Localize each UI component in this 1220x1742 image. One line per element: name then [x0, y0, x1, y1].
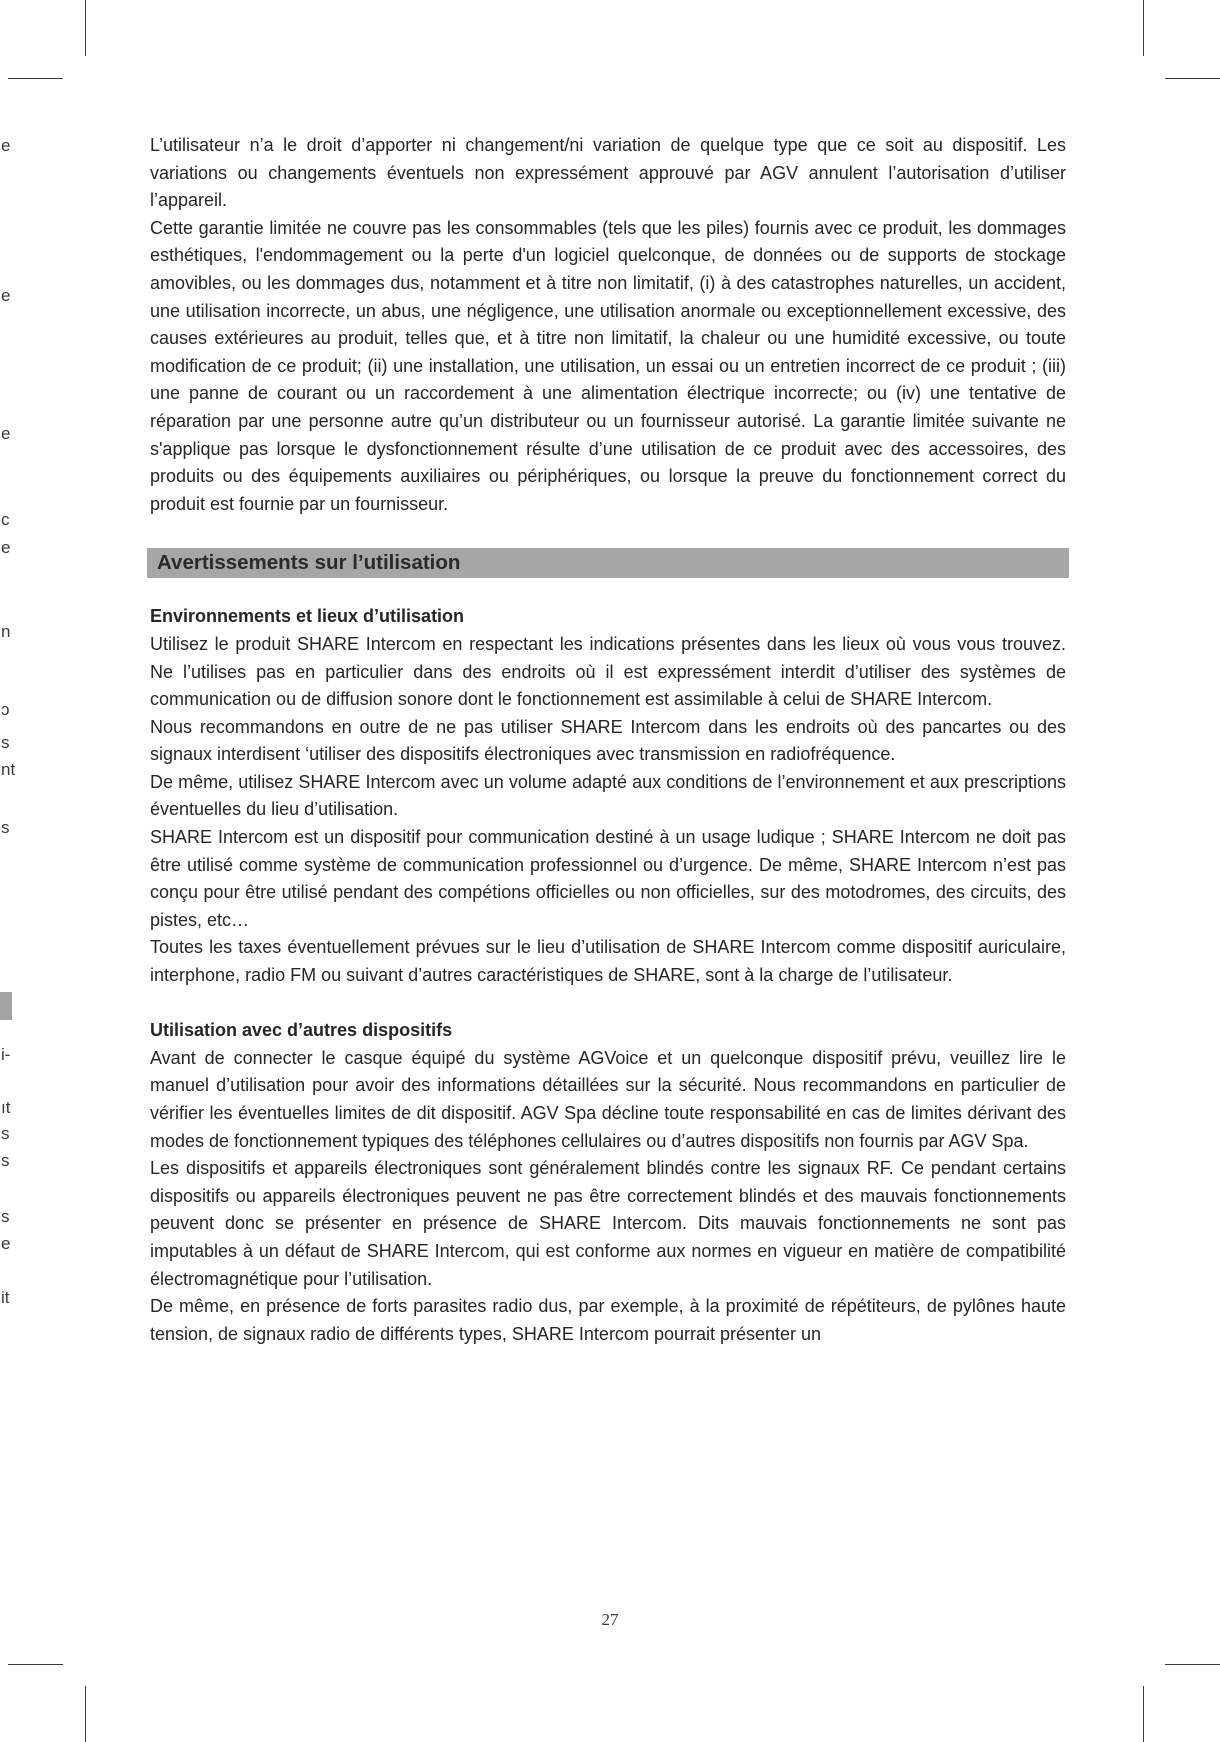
bleed-letter: e	[1, 538, 11, 557]
crop-mark-top-right-horizontal	[1165, 78, 1220, 79]
section-title: Avertissements sur l’utilisation	[157, 551, 461, 575]
bleed-letter: e	[1, 1234, 11, 1253]
subsection-paragraph: Avant de connecter le casque équipé du système AGVoice et un quelconque dispositif prévu, veuillez lire le manuel d’utilisation pour avoir des informations détaillées sur la sécurité. Nous recommandons en particulier de vérifier les éventuelles limites de dit dispositif. AGV Spa décline toute responsabilité en cas de limites dérivant des modes de fonctionnement typiques des téléphones cellulaires ou d’autres dispositifs non fournis par AGV Spa.	[150, 1047, 1066, 1151]
bleed-letter: it	[1, 1288, 10, 1307]
subsection-paragraph: Nous recommandons en outre de ne pas utiliser SHARE Intercom dans les endroits où des pancartes ou des signaux interdisent ‘utiliser des dispositifs électroniques avec transmission en radiofréquence.	[150, 716, 1066, 765]
crop-mark-bottom-left-horizontal	[8, 1664, 63, 1665]
bleed-letter: s	[1, 818, 10, 837]
page-content	[150, 132, 1066, 1348]
section-heading-bar	[147, 548, 1069, 578]
crop-mark-bottom-right-vertical	[1143, 1686, 1144, 1742]
subsection-paragraph: Utilisez le produit SHARE Intercom en respectant les indications présentes dans les lieux où vous vous trouvez. Ne l’utilises pas en particulier dans des endroits où il est expressément interdit d’utiliser des systèmes de communication ou de diffusion sonore dont le fonctionnement est assimilable à celui de SHARE Intercom.	[150, 633, 1066, 710]
bleed-letter: c	[1, 510, 10, 529]
bleed-letter: s	[1, 1151, 10, 1170]
crop-mark-bottom-left-vertical	[85, 1686, 86, 1742]
warranty-paragraph: Cette garantie limitée ne couvre pas les consommables (tels que les piles) fournis avec ce produit, les dommages esthétiques, l'endommagement ou la perte d'un logiciel quelconque, de données ou de supports de stockage amovibles, ou les dommages dus, notamment et à titre non limitatif, (i) à des catastrophes naturelles, un accident, une utilisation incorrecte, un abus, une négligence, une utilisation anormale ou exceptionnellement excessive, des causes extérieures au produit, telles que, et à titre non limitatif, la chaleur ou une humidité excessive, ou toute modification de ce produit; (ii) une installation, une utilisation, un essai ou un entretien incorrect de ce produit ; (iii) une panne de courant ou un raccordement à une alimentation électrique incorrecte; ou (iv) une tentative de réparation par une personne autre qu’un distributeur ou un fournisseur autorisé. La garantie limitée suivante ne s'applique pas lorsque le dysfonctionnement résulte d’une utilisation de ce produit avec des accessoires, des produits ou des équipements auxiliaires ou périphériques, ou lorsque la preuve du fonctionnement correct du produit est fournie par un fournisseur.	[150, 217, 1066, 514]
adjacent-page-bleed	[0, 0, 14, 1742]
bleed-letter: s	[1, 1124, 10, 1143]
subsection-paragraph: De même, en présence de forts parasites radio dus, par exemple, à la proximité de répétiteurs, de pylônes haute tension, de signaux radio de différents types, SHARE Intercom pourrait présenter un	[150, 1296, 1066, 1344]
page-number: 27	[601, 1610, 619, 1629]
intro-paragraph: L’utilisateur n’a le droit d’apporter ni changement/ni variation de quelque type que ce soit au dispositif. Les variations ou changements éventuels non expressément approuvé par AGV annulent l’autorisation d’utiliser l’appareil.	[150, 135, 1066, 211]
subsection-paragraph: De même, utilisez SHARE Intercom avec un volume adapté aux conditions de l’environnement et aux prescriptions éventuelles du lieu d’utilisation.	[150, 771, 1066, 820]
bleed-letter: i-	[1, 1045, 11, 1064]
crop-mark-top-left-vertical	[85, 0, 86, 56]
bleed-letter: ɔ	[1, 700, 10, 719]
subsection-paragraph: Les dispositifs et appareils électroniques sont généralement blindés contre les signaux RF. Ce pendant certains dispositifs ou appareils électroniques peuvent ne pas être correctement blindés et des mauvais fonctionnements peuvent donc se présenter en présence de SHARE Intercom. Dits mauvais fonctionnements ne sont pas imputables à un défaut de SHARE Intercom, qui est conforme aux normes en vigueur en matière de compatibilité électromagnétique pour l’utilisation.	[150, 1158, 1066, 1289]
subsection-heading: Environnements et lieux d’utilisation	[150, 606, 465, 627]
subsection-paragraph: Toutes les taxes éventuellement prévues sur le lieu d’utilisation de SHARE Intercom comme dispositif auriculaire, interphone, radio FM ou suivant d’autres caractéristiques de SHARE, sont à la charge de l’utilisateur.	[150, 937, 1066, 986]
bleed-letter: s	[1, 733, 10, 752]
subsection-heading: Utilisation avec d’autres dispositifs	[150, 1020, 453, 1041]
bleed-letter: ıt	[1, 1098, 11, 1117]
bleed-letter: e	[1, 424, 11, 443]
bleed-section-bar	[0, 992, 12, 1020]
bleed-letter: e	[1, 136, 11, 155]
bleed-letter: e	[1, 286, 11, 305]
bleed-letter: n	[1, 622, 11, 641]
subsection-paragraph: SHARE Intercom est un dispositif pour communication destiné à un usage ludique ; SHARE Intercom ne doit pas être utilisé comme système de communication professionnel ou d’urgence. De même, SHARE Intercom n’est pas conçu pour être utilisé pendant des compétions officielles ou non officielles, sur des motodromes, des circuits, des pistes, etc…	[150, 827, 1066, 930]
crop-mark-bottom-right-horizontal	[1165, 1664, 1220, 1665]
bleed-letter: s	[1, 1207, 10, 1226]
crop-mark-top-right-vertical	[1143, 0, 1144, 56]
crop-mark-top-left-horizontal	[8, 78, 63, 79]
bleed-letter: nt	[1, 760, 16, 779]
